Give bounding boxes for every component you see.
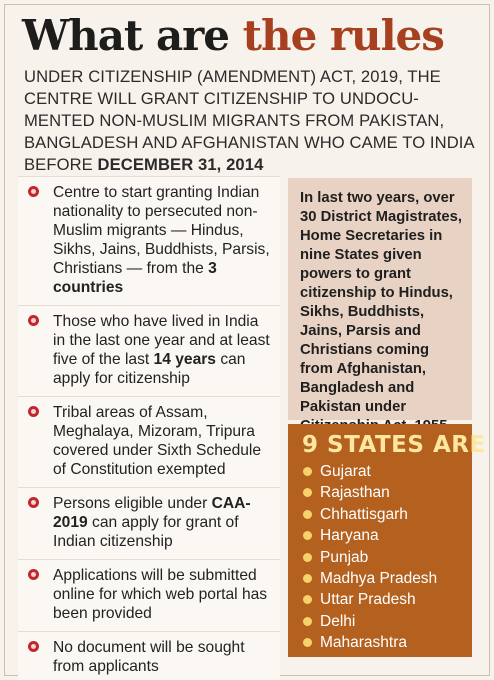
item-text: Centre to start granting Indian nationality to persecuted non-Muslim migrants — Hindus, Sikhs, Jains, Buddhists, Parsis, Christians — from the bbox=[53, 184, 270, 277]
state-item bbox=[302, 525, 462, 546]
dot-icon bbox=[303, 595, 312, 604]
dot-icon bbox=[303, 574, 312, 583]
state-item bbox=[302, 504, 462, 525]
bullet-icon bbox=[28, 406, 39, 417]
list-item bbox=[18, 631, 280, 680]
state-item bbox=[302, 589, 462, 610]
title-part-1: What are bbox=[22, 11, 243, 60]
state-item bbox=[302, 482, 462, 503]
item-text-end: can apply for citizenship bbox=[53, 351, 246, 387]
item-text-end: can apply for grant of Indian citizenship bbox=[53, 514, 239, 550]
state-item bbox=[302, 568, 462, 589]
sidebar-note bbox=[288, 178, 472, 420]
list-item bbox=[18, 396, 280, 487]
states-heading: 9 STATES ARE bbox=[302, 432, 486, 458]
item-text: No document will be sought from applicants bbox=[53, 639, 245, 675]
intro-text: UNDER CITIZENSHIP (AMENDMENT) ACT, 2019, THE CENTRE WILL GRANT CITIZENSHIP TO UNDOCU-MENTED NON-MUSLIM MIGRANTS FROM PAKISTAN, BANGLADESH AND AFGHANISTAN WHO CAME TO INDIA BEFORE bbox=[24, 67, 474, 174]
state-name: Rajasthan bbox=[320, 484, 390, 502]
dot-icon bbox=[303, 510, 312, 519]
title-part-2: the rules bbox=[242, 11, 444, 60]
states-panel bbox=[288, 424, 486, 657]
state-item bbox=[302, 461, 462, 482]
list-item bbox=[18, 305, 280, 396]
rules-list bbox=[18, 176, 280, 680]
state-name: Maharashtra bbox=[320, 634, 408, 652]
item-highlight: 3 countries bbox=[53, 260, 217, 296]
dot-icon bbox=[303, 638, 312, 647]
bullet-icon bbox=[28, 186, 39, 197]
dot-icon bbox=[303, 467, 312, 476]
state-name: Gujarat bbox=[320, 463, 371, 480]
bullet-icon bbox=[28, 315, 39, 326]
bullet-icon bbox=[28, 641, 39, 652]
state-name: Punjab bbox=[320, 548, 369, 566]
sidebar-note-text: In last two years, over 30 District Magistrates, Home Secretaries in nine States given powers to grant citizenship to Hindus, Sikhs, Buddhists, Jains, Parsis and Christians coming from Afghanistan, Bangladesh and Pakistan under bbox=[300, 190, 463, 415]
item-highlight: CAA-2019 bbox=[53, 495, 251, 531]
list-item bbox=[18, 487, 280, 559]
bullet-icon bbox=[28, 569, 39, 580]
list-item bbox=[18, 176, 280, 305]
dot-icon bbox=[303, 617, 312, 626]
page-title bbox=[22, 10, 444, 62]
item-text: Those who have lived in India in the last one year and at least five of the last bbox=[53, 313, 270, 368]
item-text: Applications will be submitted online for which web portal has been provided bbox=[53, 567, 268, 622]
list-item bbox=[18, 559, 280, 631]
state-name: Chhattisgarh bbox=[320, 505, 408, 523]
state-name: Madhya Pradesh bbox=[320, 570, 438, 588]
item-text: Tribal areas of Assam, Meghalaya, Mizoram, Tripura covered under Sixth Schedule of Constitution exempted bbox=[53, 404, 262, 478]
dot-icon bbox=[303, 531, 312, 540]
state-name: Uttar Pradesh bbox=[320, 591, 416, 609]
dot-icon bbox=[303, 488, 312, 497]
intro-paragraph bbox=[24, 66, 484, 176]
state-item bbox=[302, 632, 462, 653]
state-name: Delhi bbox=[320, 612, 356, 630]
state-item bbox=[302, 611, 462, 632]
bullet-icon bbox=[28, 497, 39, 508]
intro-date: DECEMBER 31, 2014 bbox=[97, 155, 264, 174]
dot-icon bbox=[303, 553, 312, 562]
state-name: Haryana bbox=[320, 527, 379, 545]
item-highlight: 14 years bbox=[153, 351, 216, 368]
state-item bbox=[302, 547, 462, 568]
item-text: Persons eligible under bbox=[53, 495, 212, 512]
